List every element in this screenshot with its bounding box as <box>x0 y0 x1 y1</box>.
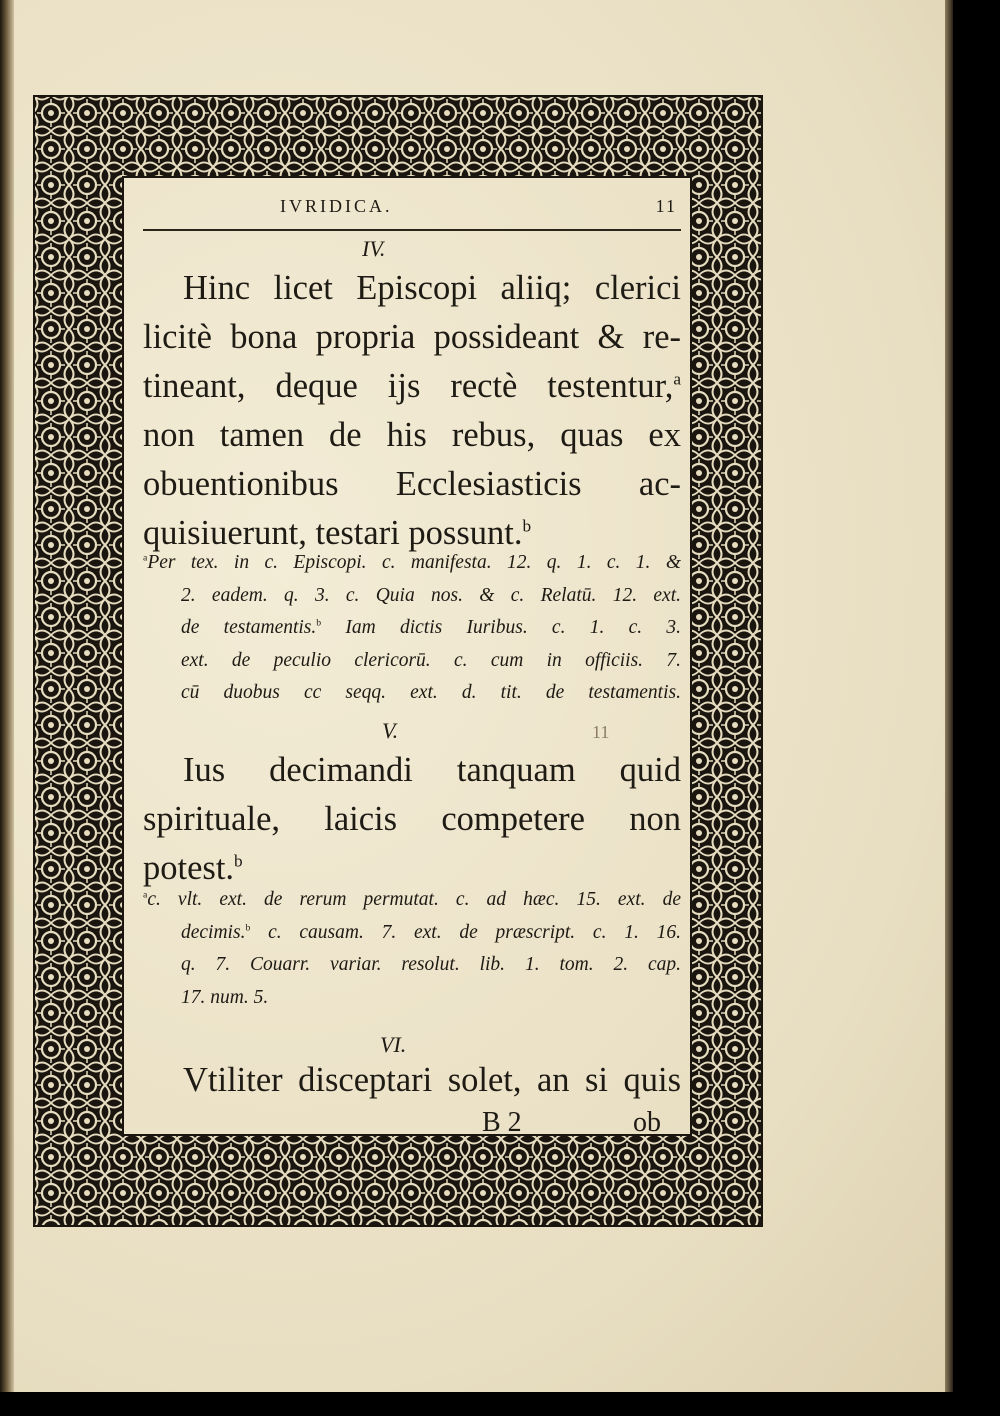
note-line: de testamentis.$^b$ Iam dictis Iuribus. c. 1. c. 3. <box>181 617 681 638</box>
text-line: Hinc licet Episcopi aliiq; clerici <box>183 269 681 307</box>
note-line: 2. eadem. q. 3. c. Quia nos. & c. Relatū. 12. ext. <box>181 584 681 606</box>
signature-mark: B 2 <box>482 1107 522 1138</box>
section-numeral-v: V. <box>382 718 399 743</box>
note-line: 17. num. 5. <box>181 986 269 1008</box>
note-line: decimis.$^b$ c. causam. 7. ext. de præscript. c. 1. 16. <box>181 921 681 943</box>
running-head <box>130 196 685 218</box>
faint-margin-mark: 11 <box>592 722 610 742</box>
text-line: Ius decimandi tanquam quid <box>183 751 681 789</box>
catchword: ob <box>633 1107 661 1138</box>
section-iv-text <box>143 264 681 558</box>
text-line: quisiuerunt, testari possunt.$^b$ <box>143 514 532 552</box>
section-v-text <box>143 746 681 893</box>
running-head-title: IVRIDICA. <box>280 196 393 216</box>
section-vi-text <box>143 1056 681 1105</box>
section-numeral-vi: VI. <box>380 1032 407 1057</box>
text-line: obuentionibus Ecclesiasticis ac- <box>143 465 681 503</box>
text-line: Vtiliter disceptari solet, an si quis <box>183 1061 681 1099</box>
section-numeral-iv: IV. <box>362 236 386 261</box>
text-line: tineant, deque ijs rectè testentur,$^a$ <box>143 367 681 405</box>
note-line: $^a$c. vlt. ext. de rerum permutat. c. ad hæc. 15. ext. de <box>143 889 681 910</box>
note-line: q. 7. Couarr. variar. resolut. lib. 1. tom. 2. cap. <box>181 954 681 975</box>
header-rule <box>143 229 681 231</box>
text-line: spirituale, laicis competere non <box>143 800 681 838</box>
page-number: 11 <box>655 196 677 216</box>
note-line: cū duobus cc seqq. ext. d. tit. de testamentis. <box>181 682 681 703</box>
note-line: ext. de peculio clericorū. c. cum in officiis. 7. <box>181 649 681 671</box>
section-iv-notes <box>143 547 681 710</box>
text-line: non tamen de his rebus, quas ex <box>143 416 681 454</box>
note-line: $^a$Per tex. in c. Episcopi. c. manifesta. 12. q. 1. c. 1. & <box>143 552 681 573</box>
section-v-notes <box>143 884 681 1014</box>
text-line: licitè bona propria possideant & re- <box>143 318 681 356</box>
page-edge <box>945 0 953 1392</box>
text-line: potest.$^b$ <box>143 849 243 887</box>
page-gutter-shadow <box>0 0 14 1392</box>
